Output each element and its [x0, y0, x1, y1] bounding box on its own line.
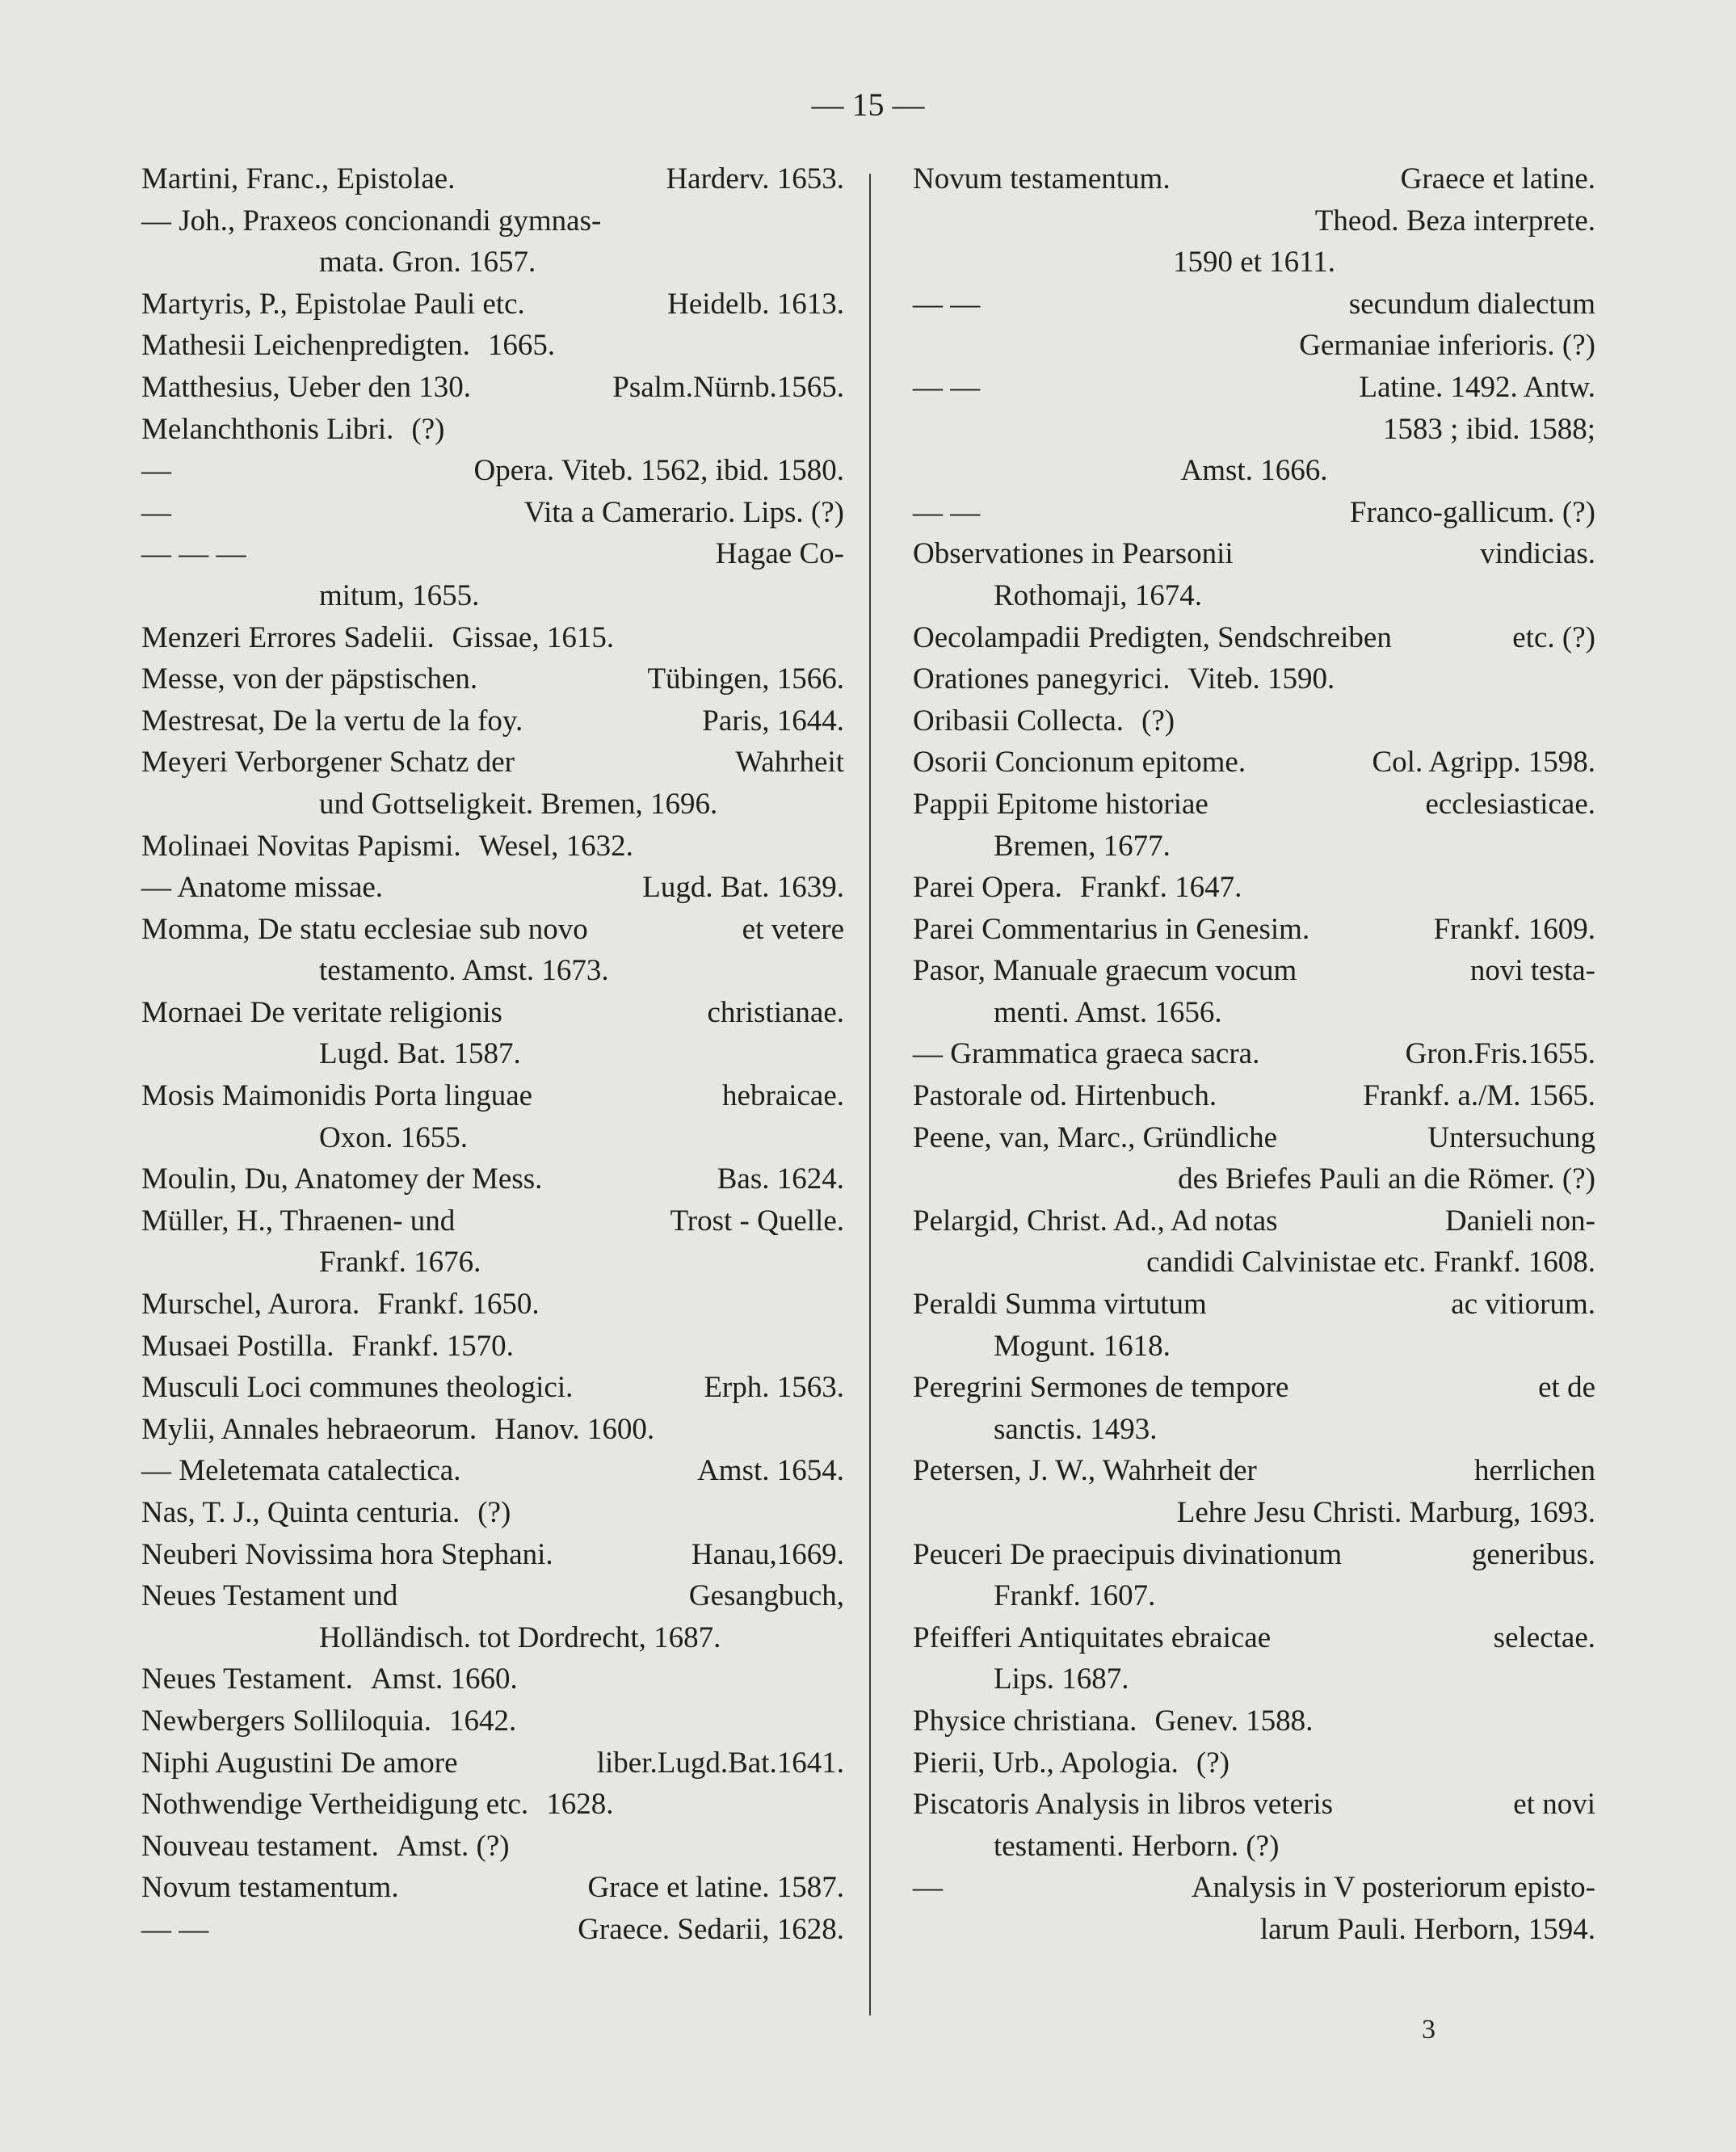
- catalog-line: [141, 1534, 844, 1576]
- catalog-line-text: — —: [913, 287, 981, 321]
- catalog-line-detail: generibus.: [1471, 1537, 1595, 1571]
- catalog-line: [141, 1158, 844, 1200]
- catalog-line-text: mitum, 1655.: [319, 578, 480, 612]
- catalog-line-detail: novi testa-: [1469, 954, 1595, 988]
- catalog-line-text: testamenti. Herborn. (?): [994, 1829, 1280, 1863]
- catalog-line: [141, 742, 844, 784]
- catalog-line: [913, 867, 1595, 909]
- catalog-line: [913, 200, 1595, 242]
- catalog-line: [141, 1033, 844, 1075]
- catalog-line-text: Peregrini Sermones de tempore: [913, 1371, 1289, 1405]
- catalog-line-detail: Germaniae inferioris. (?): [1299, 329, 1595, 363]
- catalog-line-detail: Frankf. 1650.: [377, 1288, 540, 1322]
- catalog-line-detail: Tübingen, 1566.: [647, 662, 844, 696]
- catalog-line: [913, 1534, 1595, 1576]
- catalog-line: [141, 1658, 844, 1700]
- catalog-line: [141, 1826, 844, 1868]
- catalog-line-text: Novum testamentum.: [913, 162, 1171, 195]
- catalog-line-text: Lugd. Bat. 1587.: [319, 1037, 521, 1071]
- catalog-line-detail: (?): [411, 412, 445, 446]
- catalog-line-text: — —: [141, 1912, 209, 1946]
- catalog-line-detail: (?): [1196, 1746, 1229, 1780]
- catalog-line: [913, 1326, 1595, 1368]
- catalog-line-text: Peuceri De praecipuis divinationum: [913, 1537, 1343, 1571]
- catalog-line-text: Neues Testament.: [141, 1662, 353, 1696]
- catalog-line-detail: Amst. 1654.: [697, 1454, 844, 1488]
- catalog-line: [913, 909, 1595, 951]
- catalog-line: [913, 658, 1595, 700]
- catalog-line: [913, 1742, 1595, 1784]
- catalog-line-detail: Paris, 1644.: [702, 704, 844, 738]
- catalog-line: [141, 1617, 844, 1659]
- catalog-line: [141, 1075, 844, 1117]
- catalog-line: [913, 1575, 1595, 1617]
- catalog-line-text: — Grammatica graeca sacra.: [913, 1037, 1260, 1071]
- catalog-line: [913, 1200, 1595, 1242]
- catalog-line-text: Nothwendige Vertheidigung etc.: [141, 1788, 529, 1822]
- catalog-line-text: Moulin, Du, Anatomey der Mess.: [141, 1162, 543, 1196]
- catalog-line: [913, 992, 1595, 1034]
- catalog-line-text: Orationes panegyrici.: [913, 662, 1171, 696]
- catalog-line-detail: Theod. Beza interprete.: [1314, 204, 1595, 237]
- catalog-line-detail: Gesangbuch,: [688, 1579, 844, 1613]
- catalog-line: [913, 1658, 1595, 1700]
- catalog-line-text: mata. Gron. 1657.: [319, 246, 536, 280]
- catalog-line-text: — Joh., Praxeos concionandi gymnas-: [141, 204, 602, 237]
- catalog-line: [141, 826, 844, 868]
- catalog-line-detail: Franco-gallicum. (?): [1349, 495, 1595, 529]
- catalog-line-text: Novum testamentum.: [141, 1871, 399, 1905]
- catalog-line-detail: christianae.: [707, 995, 844, 1029]
- catalog-line-text: — Meletemata catalectica.: [141, 1454, 461, 1488]
- catalog-line-detail: Lehre Jesu Christi. Marburg, 1693.: [1176, 1496, 1595, 1529]
- catalog-line: [141, 325, 844, 367]
- catalog-line: [913, 158, 1595, 200]
- catalog-line-text: Molinaei Novitas Papismi.: [141, 829, 461, 863]
- catalog-line-detail: Viteb. 1590.: [1187, 662, 1335, 696]
- catalog-line-detail: Amst. 1666.: [1180, 454, 1328, 488]
- catalog-line-text: Newbergers Solliloquia.: [141, 1704, 431, 1738]
- catalog-line-text: —: [913, 1871, 943, 1905]
- catalog-line-detail: Analysis in V posteriorum episto-: [1191, 1871, 1595, 1905]
- catalog-line-text: Parei Opera.: [913, 871, 1062, 905]
- catalog-line-detail: secundum dialectum: [1348, 287, 1595, 321]
- catalog-line-detail: Genev. 1588.: [1154, 1704, 1314, 1738]
- catalog-line-text: Parei Commentarius in Genesim.: [913, 912, 1310, 946]
- catalog-line: [913, 826, 1595, 868]
- catalog-line-text: Mathesii Leichenpredigten.: [141, 329, 470, 363]
- catalog-line: [913, 1617, 1595, 1659]
- left-column: [141, 158, 844, 1951]
- catalog-line: [141, 1326, 844, 1368]
- catalog-line: [141, 1867, 844, 1909]
- catalog-line: [141, 909, 844, 951]
- catalog-line: [913, 284, 1595, 326]
- catalog-line-detail: et novi: [1513, 1788, 1595, 1822]
- catalog-line: [913, 742, 1595, 784]
- catalog-line-text: Osorii Concionum epitome.: [913, 746, 1246, 780]
- catalog-line-text: Oribasii Collecta.: [913, 704, 1124, 738]
- catalog-line-text: Oxon. 1655.: [319, 1120, 468, 1154]
- catalog-line: [141, 992, 844, 1034]
- catalog-line: [913, 1784, 1595, 1826]
- catalog-line-detail: Frankf. 1570.: [351, 1329, 514, 1363]
- catalog-line-detail: Wesel, 1632.: [478, 829, 633, 863]
- catalog-line: [141, 1492, 844, 1534]
- catalog-line-text: Messe, von der päpstischen.: [141, 662, 478, 696]
- catalog-line-detail: liber.Lugd.Bat.1641.: [596, 1746, 844, 1780]
- catalog-line-detail: Latine. 1492. Antw.: [1359, 370, 1595, 404]
- catalog-line-text: Martyris, P., Epistolae Pauli etc.: [141, 287, 525, 321]
- catalog-line-detail: Frankf. 1647.: [1079, 871, 1242, 905]
- catalog-line: [141, 533, 844, 575]
- catalog-line: [141, 1700, 844, 1742]
- catalog-line-text: Pappii Epitome historiae: [913, 787, 1208, 821]
- catalog-line: [141, 409, 844, 451]
- catalog-line: [913, 1367, 1595, 1409]
- page-number: — 15 —: [811, 86, 925, 123]
- catalog-line: [913, 1117, 1595, 1159]
- catalog-line-text: Melanchthonis Libri.: [141, 412, 394, 446]
- catalog-line-detail: Graece et latine.: [1400, 162, 1595, 195]
- signature-mark: 3: [1422, 2015, 1435, 2045]
- catalog-line-text: Physice christiana.: [913, 1704, 1137, 1738]
- catalog-line-text: Meyeri Verborgener Schatz der: [141, 746, 515, 780]
- catalog-line-text: Martini, Franc., Epistolae.: [141, 162, 456, 195]
- catalog-line-detail: Erph. 1563.: [704, 1371, 844, 1405]
- right-column: [913, 158, 1595, 1951]
- catalog-line: [913, 1242, 1595, 1284]
- catalog-line-detail: etc. (?): [1512, 620, 1595, 654]
- catalog-line: [913, 1033, 1595, 1075]
- catalog-line-text: — —: [913, 370, 981, 404]
- catalog-line-detail: (?): [477, 1496, 511, 1529]
- catalog-line-detail: Graece. Sedarii, 1628.: [578, 1912, 844, 1946]
- catalog-line-detail: ecclesiasticae.: [1425, 787, 1595, 821]
- catalog-line: [141, 284, 844, 326]
- catalog-line-text: Observationes in Pearsonii: [913, 537, 1234, 571]
- catalog-line: [913, 409, 1595, 451]
- catalog-line-detail: Danieli non-: [1445, 1204, 1595, 1238]
- catalog-line: [141, 1284, 844, 1326]
- catalog-line: [141, 1409, 844, 1451]
- catalog-line-text: Pasor, Manuale graecum vocum: [913, 954, 1297, 988]
- catalog-line-detail: selectae.: [1493, 1620, 1595, 1654]
- catalog-line-text: Lips. 1687.: [994, 1662, 1129, 1696]
- catalog-line-text: Holländisch. tot Dordrecht, 1687.: [319, 1620, 721, 1654]
- catalog-line-text: —: [141, 495, 171, 529]
- catalog-line-detail: 1665.: [487, 329, 556, 363]
- catalog-line-text: —: [141, 454, 171, 488]
- catalog-line-text: Rothomaji, 1674.: [994, 578, 1202, 612]
- catalog-line-text: Nouveau testament.: [141, 1829, 379, 1863]
- catalog-line: [913, 617, 1595, 659]
- catalog-line: [141, 367, 844, 409]
- catalog-line-text: — —: [913, 495, 981, 529]
- catalog-line: [913, 700, 1595, 742]
- catalog-line-detail: vindicias.: [1480, 537, 1595, 571]
- catalog-line-detail: et vetere: [742, 912, 844, 946]
- catalog-line: [913, 1909, 1595, 1951]
- catalog-line-detail: Col. Agripp. 1598.: [1372, 746, 1595, 780]
- catalog-line-text: Peraldi Summa virtutum: [913, 1288, 1207, 1322]
- catalog-line-detail: Hanau,1669.: [691, 1537, 844, 1571]
- catalog-line-detail: Wahrheit: [735, 746, 844, 780]
- catalog-line-text: Matthesius, Ueber den 130.: [141, 370, 471, 404]
- catalog-line-text: Niphi Augustini De amore: [141, 1746, 458, 1780]
- catalog-line: [913, 367, 1595, 409]
- catalog-line-detail: ac vitiorum.: [1451, 1288, 1595, 1322]
- catalog-line-text: Nas, T. J., Quinta centuria.: [141, 1496, 460, 1529]
- catalog-line: [913, 1284, 1595, 1326]
- catalog-line-detail: Frankf. 1609.: [1433, 912, 1595, 946]
- catalog-line-detail: Hagae Co-: [715, 537, 844, 571]
- catalog-line-detail: larum Pauli. Herborn, 1594.: [1259, 1912, 1595, 1946]
- catalog-line: [141, 1367, 844, 1409]
- catalog-line-text: Mosis Maimonidis Porta linguae: [141, 1079, 533, 1113]
- catalog-line: [141, 200, 844, 242]
- catalog-line-detail: Gissae, 1615.: [452, 620, 615, 654]
- catalog-line: [913, 1409, 1595, 1451]
- catalog-line: [913, 1826, 1595, 1868]
- catalog-line-detail: Vita a Camerario. Lips. (?): [523, 495, 844, 529]
- catalog-line-text: Pelargid, Christ. Ad., Ad notas: [913, 1204, 1278, 1238]
- catalog-line-detail: Amst. (?): [396, 1829, 510, 1863]
- catalog-line: [141, 1117, 844, 1159]
- catalog-line-detail: herrlichen: [1474, 1454, 1595, 1488]
- catalog-line: [913, 492, 1595, 534]
- catalog-line-text: Momma, De statu ecclesiae sub novo: [141, 912, 588, 946]
- catalog-line-detail: Gron.Fris.1655.: [1405, 1037, 1595, 1071]
- catalog-line-detail: 1642.: [448, 1704, 517, 1738]
- catalog-line: [913, 1867, 1595, 1909]
- catalog-line: [141, 242, 844, 284]
- catalog-line-text: testamento. Amst. 1673.: [319, 954, 609, 988]
- catalog-line-text: Pastorale od. Hirtenbuch.: [913, 1079, 1217, 1113]
- catalog-line: [913, 242, 1595, 284]
- catalog-line: [913, 1492, 1595, 1534]
- catalog-line-detail: Trost - Quelle.: [670, 1204, 844, 1238]
- catalog-line: [141, 658, 844, 700]
- catalog-line-text: Musaei Postilla.: [141, 1329, 334, 1363]
- catalog-line-detail: Frankf. a./M. 1565.: [1363, 1079, 1595, 1113]
- catalog-line: [141, 1575, 844, 1617]
- catalog-line-detail: Bas. 1624.: [717, 1162, 844, 1196]
- catalog-line: [141, 617, 844, 659]
- catalog-line-detail: Harderv. 1653.: [666, 162, 844, 195]
- catalog-line: [913, 1158, 1595, 1200]
- catalog-line: [141, 450, 844, 492]
- catalog-line-detail: Heidelb. 1613.: [667, 287, 844, 321]
- catalog-line-text: und Gottseligkeit. Bremen, 1696.: [319, 787, 718, 821]
- catalog-line-detail: Opera. Viteb. 1562, ibid. 1580.: [473, 454, 844, 488]
- catalog-line-text: Frankf. 1607.: [994, 1579, 1156, 1613]
- catalog-line-text: Piscatoris Analysis in libros veteris: [913, 1788, 1334, 1822]
- catalog-line: [913, 575, 1595, 617]
- catalog-line-text: Mogunt. 1618.: [994, 1329, 1171, 1363]
- catalog-line: [141, 1784, 844, 1826]
- catalog-line-detail: 1583 ; ibid. 1588;: [1382, 412, 1595, 446]
- catalog-line-text: Oecolampadii Predigten, Sendschreiben: [913, 620, 1392, 654]
- catalog-line-detail: Amst. 1660.: [370, 1662, 518, 1696]
- catalog-line-text: Peene, van, Marc., Gründliche: [913, 1120, 1278, 1154]
- catalog-line-detail: Lugd. Bat. 1639.: [642, 871, 844, 905]
- catalog-line-detail: 1590 et 1611.: [1172, 246, 1336, 280]
- catalog-line: [913, 450, 1595, 492]
- catalog-line-text: Neuberi Novissima hora Stephani.: [141, 1537, 553, 1571]
- catalog-line-detail: candidi Calvinistae etc. Frankf. 1608.: [1146, 1246, 1595, 1280]
- catalog-line-text: Bremen, 1677.: [994, 829, 1171, 863]
- catalog-line-text: menti. Amst. 1656.: [994, 995, 1222, 1029]
- catalog-line-detail: et de: [1538, 1371, 1595, 1405]
- catalog-line: [141, 700, 844, 742]
- catalog-line-text: — Anatome missae.: [141, 871, 384, 905]
- catalog-line-detail: Hanov. 1600.: [494, 1412, 655, 1446]
- catalog-line: [913, 1075, 1595, 1117]
- catalog-line: [141, 950, 844, 992]
- catalog-line: [913, 1700, 1595, 1742]
- catalog-line-detail: Psalm.Nürnb.1565.: [612, 370, 844, 404]
- catalog-line-text: sanctis. 1493.: [994, 1412, 1158, 1446]
- catalog-line: [141, 492, 844, 534]
- catalog-line-detail: hebraicae.: [722, 1079, 844, 1113]
- catalog-line-text: Neues Testament und: [141, 1579, 398, 1613]
- catalog-line-text: Mylii, Annales hebraeorum.: [141, 1412, 477, 1446]
- catalog-line: [141, 1742, 844, 1784]
- catalog-line-text: Pfeifferi Antiquitates ebraicae: [913, 1620, 1272, 1654]
- catalog-line: [141, 158, 844, 200]
- catalog-line: [913, 1450, 1595, 1492]
- catalog-line-text: — — —: [141, 537, 246, 571]
- catalog-line: [141, 1200, 844, 1242]
- column-divider: [869, 174, 871, 2015]
- catalog-line-text: Menzeri Errores Sadelii.: [141, 620, 435, 654]
- catalog-line-detail: (?): [1141, 704, 1175, 738]
- catalog-line: [141, 575, 844, 617]
- catalog-line: [141, 1909, 844, 1951]
- catalog-line-text: Mornaei De veritate religionis: [141, 995, 502, 1029]
- catalog-line-text: Frankf. 1676.: [319, 1246, 481, 1280]
- catalog-line-detail: Untersuchung: [1427, 1120, 1595, 1154]
- catalog-line: [913, 784, 1595, 826]
- catalog-line: [913, 533, 1595, 575]
- catalog-line-text: Petersen, J. W., Wahrheit der: [913, 1454, 1257, 1488]
- catalog-line: [141, 867, 844, 909]
- catalog-line: [141, 784, 844, 826]
- catalog-line-text: Pierii, Urb., Apologia.: [913, 1746, 1179, 1780]
- catalog-line: [141, 1242, 844, 1284]
- catalog-line-detail: Grace et latine. 1587.: [587, 1871, 844, 1905]
- catalog-line-detail: des Briefes Pauli an die Römer. (?): [1178, 1162, 1595, 1196]
- catalog-line-detail: 1628.: [546, 1788, 614, 1822]
- catalog-line-text: Musculi Loci communes theologici.: [141, 1371, 574, 1405]
- catalog-line-text: Müller, H., Thraenen- und: [141, 1204, 456, 1238]
- catalog-line: [141, 1450, 844, 1492]
- catalog-line-text: Mestresat, De la vertu de la foy.: [141, 704, 523, 738]
- catalog-line: [913, 950, 1595, 992]
- catalog-line: [913, 325, 1595, 367]
- catalog-line-text: Murschel, Aurora.: [141, 1288, 360, 1322]
